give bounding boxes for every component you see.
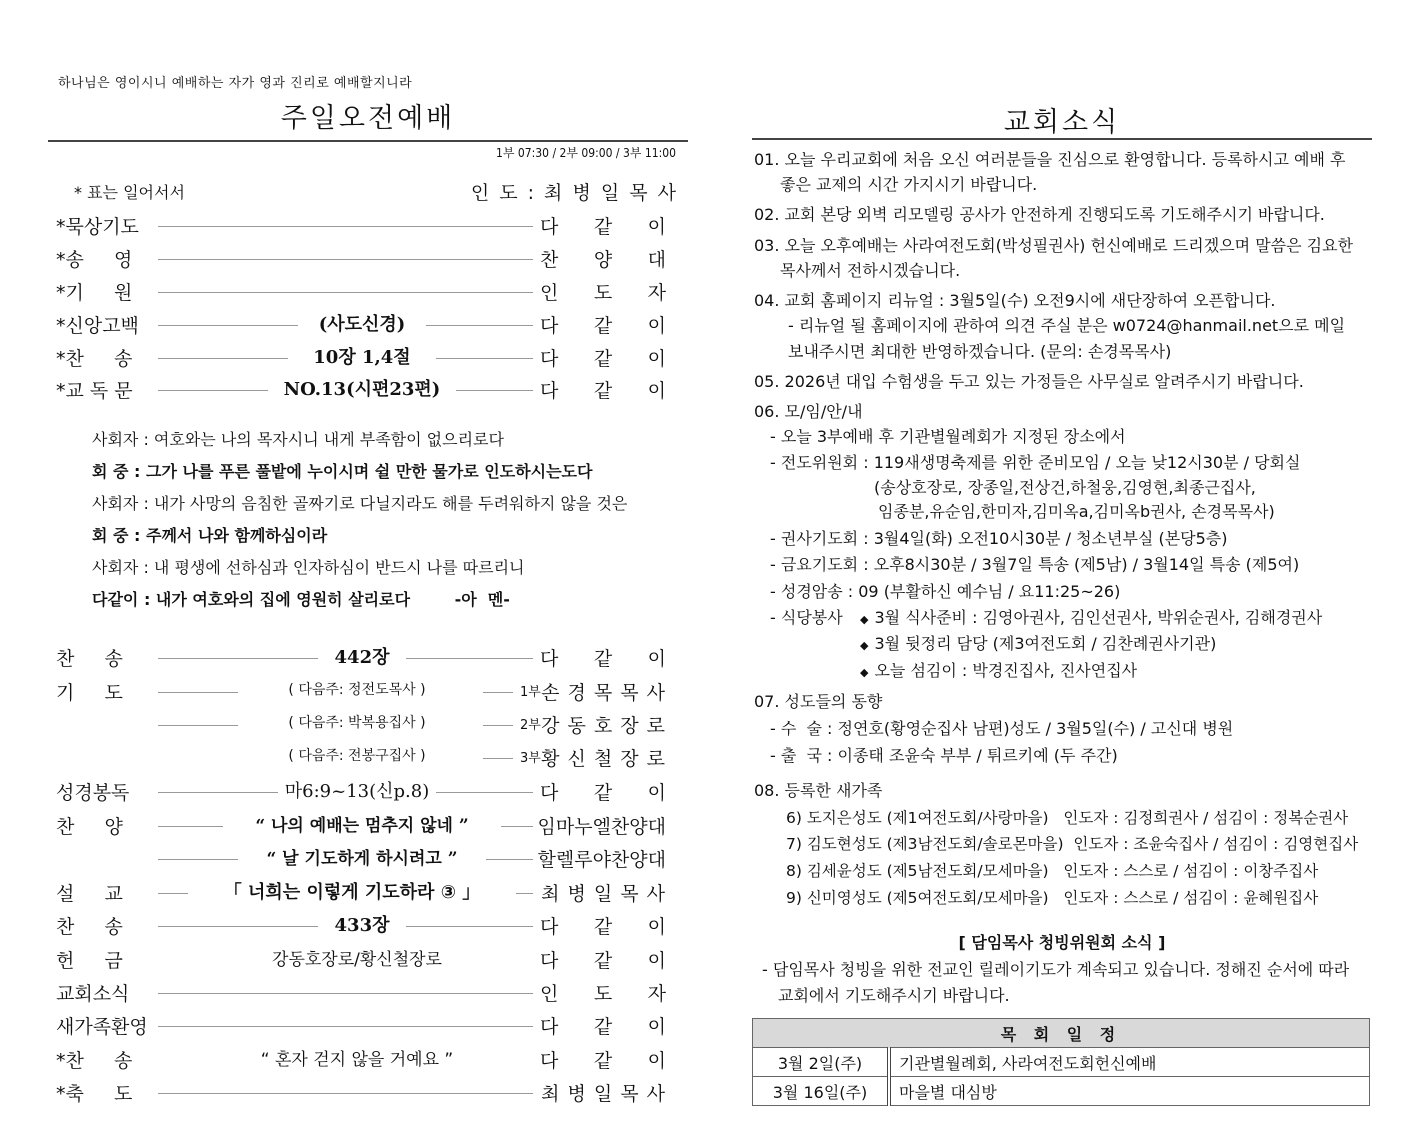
service-number: 1부 xyxy=(520,685,541,700)
order-label: *찬 송 xyxy=(56,348,133,370)
order-label: *송 영 xyxy=(56,249,133,271)
prayer-person: 황 신 철 장 로 xyxy=(541,748,666,770)
news-item: 04. 교회 홈페이지 리뉴얼 : 3월5일(수) 오전9시에 새단장하여 오픈합니다. xyxy=(754,291,1276,310)
news-item: - 리뉴얼 될 홈페이지에 관하여 의견 주실 분은 w0724@hanmail.net으로 메일 xyxy=(788,316,1346,335)
order-label: 찬 양 xyxy=(56,816,123,838)
standing-note: * 표는 일어서서 xyxy=(74,183,185,202)
page-title: 주일오전예배 xyxy=(280,103,456,134)
service-number: 3부 xyxy=(520,751,541,766)
order-label: 기 도 xyxy=(56,682,123,704)
order-item: *찬 송 10장 1,4절 다 같 이 xyxy=(48,342,676,372)
schedule-event: 기관별월례회, 사라여전도회헌신예배 xyxy=(889,1048,1370,1077)
diamond-icon: ◆ xyxy=(860,666,869,679)
order-label: 교회소식 xyxy=(56,983,130,1005)
schedule-table xyxy=(752,1018,1370,1106)
order-label: 찬 송 xyxy=(56,648,123,670)
divider xyxy=(752,138,1372,140)
order-item: *찬 송 “ 혼자 걷지 않을 거예요 ” 다 같 이 xyxy=(48,1044,676,1074)
news-title: 교회소식 xyxy=(1003,107,1121,138)
choir-name: 할렐루야찬양대 xyxy=(537,849,666,871)
divider xyxy=(48,140,688,142)
responsive-line: 사회자 : 내 평생에 선하심과 인자하심이 반드시 나를 따르리니 xyxy=(92,558,525,577)
new-member: 7) 김도현성도 (제3남전도회/솔로몬마을) 인도자 : 조윤숙집사 / 섬김이 : 김영현집사 xyxy=(786,835,1359,853)
committee-title: [ 담임목사 청빙위원회 소식 ] xyxy=(958,933,1166,952)
diamond-icon: ◆ xyxy=(860,613,869,626)
order-item: 헌 금 강동호장로/황신철장로 다 같 이 xyxy=(48,944,676,974)
order-content: 강동호장로/황신철장로 xyxy=(253,945,461,970)
praise-title: “ 나의 예배는 멈추지 않네 ” xyxy=(223,811,501,836)
order-label: 설 교 xyxy=(56,883,123,905)
order-content: 433장 xyxy=(318,911,406,937)
news-item: - 식당봉사 xyxy=(770,608,843,627)
motto: 하나님은 영이시니 예배하는 자가 영과 진리로 예배할지니라 xyxy=(58,76,413,91)
prayer-person: 손 경 목 목 사 xyxy=(541,682,666,704)
order-content: 10장 1,4절 xyxy=(288,343,436,369)
next-week-prayer: ( 다음주: 전봉구집사 ) xyxy=(273,745,441,765)
new-member: 9) 신미영성도 (제5여전도회/모세마을) 인도자 : 스스로 / 섬김이 : 윤혜원집사 xyxy=(786,889,1319,907)
news-item: ◆ 3월 식사준비 : 김영아권사, 김인선권사, 박위순권사, 김해경권사 xyxy=(860,608,1323,627)
news-item: 08. 등록한 새가족 xyxy=(754,781,883,800)
news-item: - 수 술 : 정연호(황영순집사 남편)성도 / 3월5일(수) / 고신대 병원 xyxy=(770,719,1234,738)
order-content: “ 혼자 걷지 않을 거예요 ” xyxy=(238,1045,476,1070)
news-item: - 출 국 : 이종태 조윤숙 부부 / 튀르키예 (두 주간) xyxy=(770,746,1118,765)
leader-label: 인 도 : 최 병 일 목 사 xyxy=(470,182,678,204)
news-item: 06. 모/임/안/내 xyxy=(754,402,863,421)
prayer-person: 강 동 호 장 로 xyxy=(541,715,666,737)
order-item: *신앙고백 (사도신경) 다 같 이 xyxy=(48,309,676,339)
order-label: 성경봉독 xyxy=(56,782,130,804)
news-item: 02. 교회 본당 외벽 리모델링 공사가 안전하게 진행되도록 기도해주시기 바랍니다. xyxy=(754,205,1325,224)
news-item: ◆ 3월 뒷정리 담당 (제3여전도회 / 김찬례권사기관) xyxy=(860,634,1217,653)
news-item: 보내주시면 최대한 반영하겠습니다. (문의: 손경목목사) xyxy=(788,342,1172,361)
committee-text: - 담임목사 청빙을 위한 전교인 릴레이기도가 계속되고 있습니다. 정해진 순서에 따라 xyxy=(762,960,1350,979)
order-item: *묵상기도 다 같 이 xyxy=(48,210,676,240)
order-label: *기 원 xyxy=(56,282,133,304)
news-item: 좋은 교제의 시간 가지시기 바랍니다. xyxy=(780,175,1038,194)
order-item xyxy=(48,1077,676,1107)
next-week-prayer: ( 다음주: 정전도목사 ) xyxy=(273,679,441,699)
table-row xyxy=(753,1048,1370,1077)
news-item: - 전도위원회 : 119새생명축제를 위한 준비모임 / 오늘 낮12시30분 / 당회실 xyxy=(770,453,1301,472)
order-content: 442장 xyxy=(318,643,406,669)
service-number: 2부 xyxy=(520,718,541,733)
prayer-item xyxy=(48,709,676,739)
news-item: - 성경암송 : 09 (부활하신 예수님 / 요11:25~26) xyxy=(770,582,1121,601)
praise-item xyxy=(48,843,676,873)
order-item: 교회소식 인 도 자 xyxy=(48,977,676,1007)
worship-order-page xyxy=(48,0,688,1148)
news-item: 01. 오늘 우리교회에 처음 오신 여러분들을 진심으로 환영합니다. 등록하시고 예배 후 xyxy=(754,150,1346,169)
news-item: ◆ 오늘 섬김이 : 박경진집사, 진사연집사 xyxy=(860,661,1138,680)
order-content: (사도신경) xyxy=(298,310,426,336)
church-news-page xyxy=(752,0,1372,1148)
order-label: *교 독 문 xyxy=(56,380,133,402)
schedule-date: 3월 2일(주) xyxy=(753,1048,890,1077)
news-item: 05. 2026년 대입 수험생을 두고 있는 가정들은 사무실로 알려주시기 바랍니다. xyxy=(754,372,1304,391)
schedule-event: 마을별 대심방 xyxy=(889,1077,1370,1106)
table-row xyxy=(753,1077,1370,1106)
diamond-icon: ◆ xyxy=(860,639,869,652)
news-item: 03. 오늘 오후예배는 사라여전도회(박성필권사) 헌신예배로 드리겠으며 말씀은 김요한 xyxy=(754,236,1354,255)
news-item: 목사께서 전하시겠습니다. xyxy=(780,261,961,280)
responsive-line: 회 중 : 그가 나를 푸른 풀밭에 누이시며 쉴 만한 물가로 인도하시는도다 xyxy=(92,462,593,481)
order-label: 찬 송 xyxy=(56,916,123,938)
prayer-item xyxy=(48,742,676,772)
order-item: 새가족환영 다 같 이 xyxy=(48,1010,676,1040)
order-item: *송 영 찬 양 대 xyxy=(48,243,676,273)
praise-title: “ 날 기도하게 하시려고 ” xyxy=(238,844,486,869)
schedule-date: 3월 16일(주) xyxy=(753,1077,890,1106)
order-item: 성경봉독 마6:9~13(신p.8) 다 같 이 xyxy=(48,776,676,806)
order-content: NO.13(시편23편) xyxy=(268,375,456,401)
news-item: - 오늘 3부예배 후 기관별월례회가 지정된 장소에서 xyxy=(770,427,1126,446)
order-content: 마6:9~13(신p.8) xyxy=(278,777,436,803)
order-label: 헌 금 xyxy=(56,950,123,972)
order-label: *신앙고백 xyxy=(56,315,139,337)
responsive-line: 다같이 : 내가 여호와의 집에 영원히 살리로다 -아 멘- xyxy=(92,590,510,609)
sermon-title: 「 너희는 이렇게 기도하라 ③ 」 xyxy=(188,878,516,904)
news-item: - 권사기도회 : 3월4일(화) 오전10시30분 / 청소년부실 (본당5층) xyxy=(770,529,1228,548)
news-item: 임종분,유순임,한미자,김미옥a,김미옥b권사, 손경목목사) xyxy=(878,502,1275,521)
next-week-prayer: ( 다음주: 박복용집사 ) xyxy=(273,712,441,732)
new-member: 8) 김세윤성도 (제5남전도회/모세마을) 인도자 : 스스로 / 섬김이 : 이창주집사 xyxy=(786,862,1319,880)
news-item: (송상호장로, 장종일,전상건,하철웅,김영현,최종근집사, xyxy=(874,478,1256,497)
order-item xyxy=(48,877,676,907)
preacher: 최 병 일 목 사 xyxy=(541,883,666,905)
order-item: 찬 송 442장 다 같 이 xyxy=(48,642,676,672)
order-label: 새가족환영 xyxy=(56,1016,148,1038)
responsive-line: 회 중 : 주께서 나와 함께하심이라 xyxy=(92,526,328,545)
choir-name: 임마누엘찬양대 xyxy=(537,816,666,838)
order-label: *찬 송 xyxy=(56,1050,133,1072)
order-item: *교 독 문 NO.13(시편23편) 다 같 이 xyxy=(48,374,676,404)
responsive-line: 사회자 : 여호와는 나의 목자시니 내게 부족함이 없으리로다 xyxy=(92,430,504,449)
news-item: 07. 성도들의 동향 xyxy=(754,692,883,711)
service-times: 1부 07:30 / 2부 09:00 / 3부 11:00 xyxy=(496,146,676,160)
order-item: 찬 송 433장 다 같 이 xyxy=(48,910,676,940)
responsive-line: 사회자 : 내가 사망의 음침한 골짜기로 다닐지라도 해를 두려워하지 않을 것은 xyxy=(92,494,628,513)
order-item: *기 원 인 도 자 xyxy=(48,276,676,306)
prayer-item xyxy=(48,676,676,706)
new-member: 6) 도지은성도 (제1여전도회/사랑마을) 인도자 : 김정희권사 / 섬김이 : 정복순권사 xyxy=(786,809,1349,827)
committee-text: 교회에서 기도해주시기 바랍니다. xyxy=(778,986,1010,1005)
news-item: - 금요기도회 : 오후8시30분 / 3월7일 특송 (제5남) / 3월14일 특송 (제5여) xyxy=(770,555,1300,574)
order-label: *묵상기도 xyxy=(56,216,139,238)
order-label: *축 도 xyxy=(56,1083,133,1105)
benediction-person: 최 병 일 목 사 xyxy=(541,1083,666,1105)
schedule-title: 목 회 일 정 xyxy=(753,1019,1370,1048)
praise-item xyxy=(48,810,676,840)
